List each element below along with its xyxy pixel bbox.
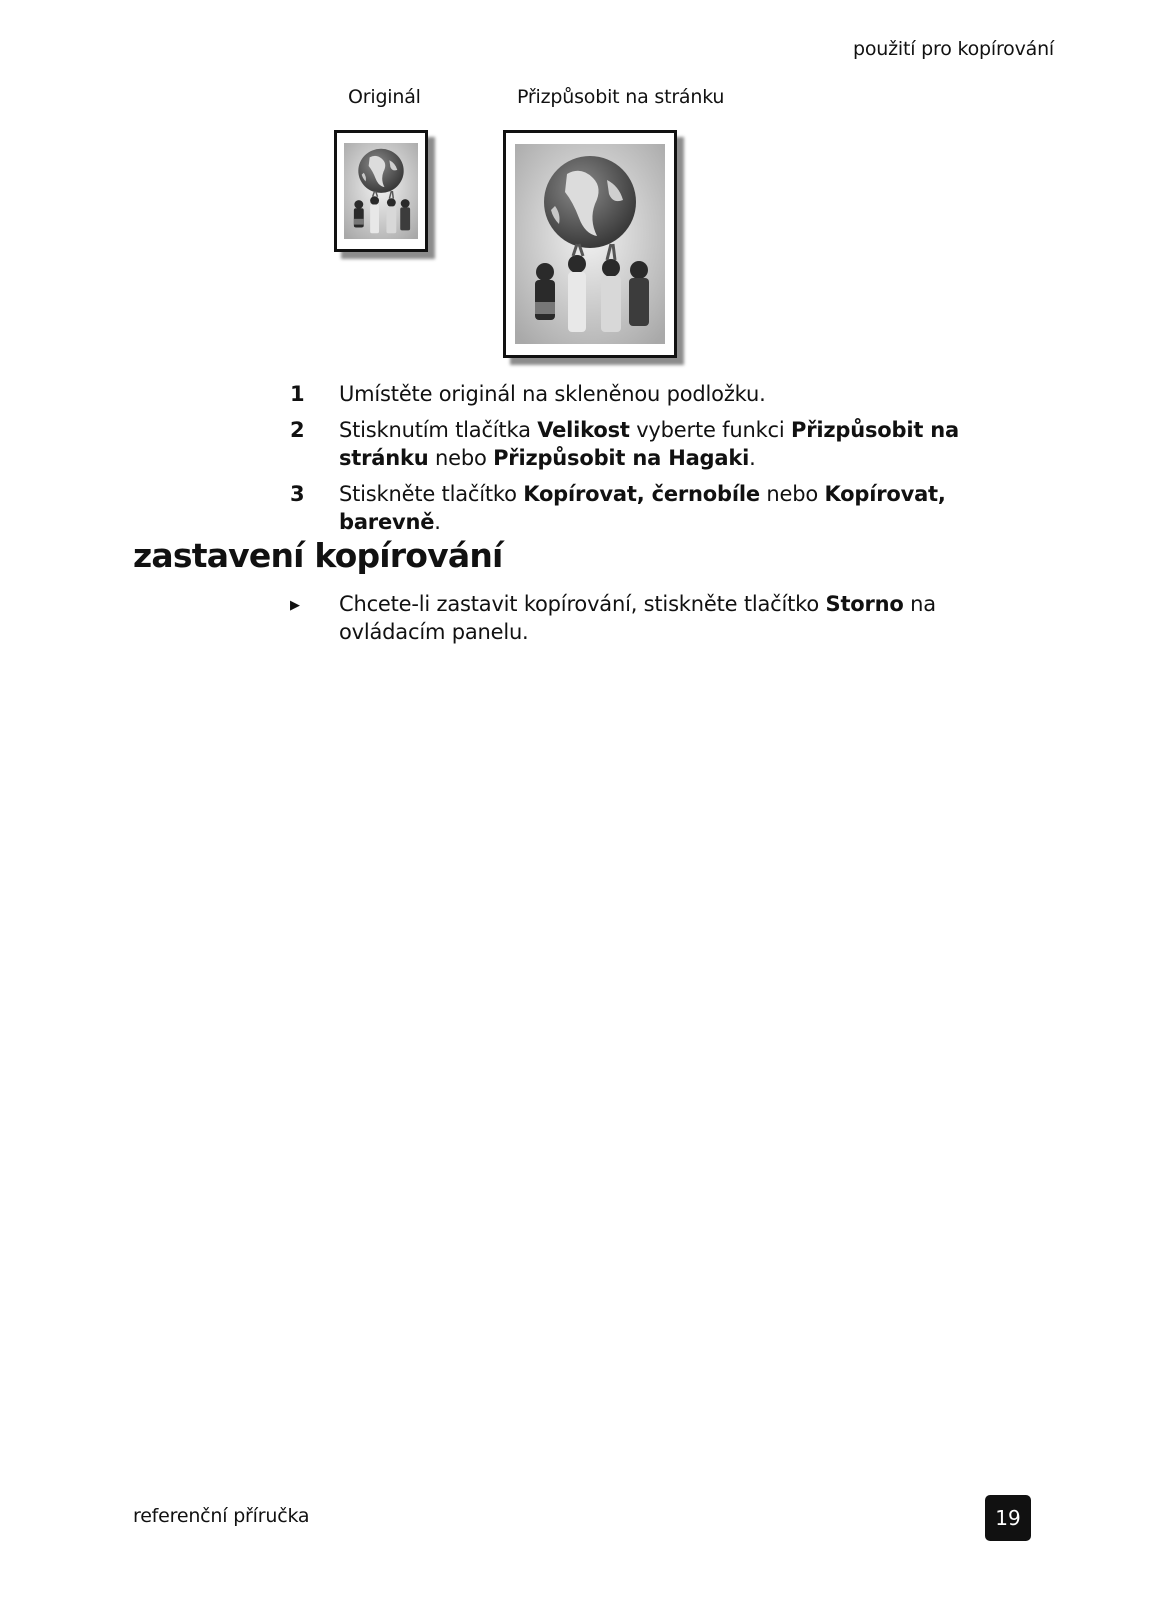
step-item <box>290 416 1030 472</box>
fit-to-page-label: Přizpůsobit na stránku <box>517 86 725 108</box>
bullet-text <box>339 590 1030 646</box>
button-name-storno: Storno <box>825 592 904 616</box>
bullet-text-part: na ovládacím panelu. <box>339 592 936 644</box>
step-number: 3 <box>290 482 305 506</box>
step-text-part: vyberte funkci <box>629 418 792 442</box>
step-text-part: nebo <box>428 446 494 470</box>
button-name-copy-bw: Kopírovat, černobíle <box>523 482 760 506</box>
function-name-fit-to-hagaki: Přizpůsobit na Hagaki <box>493 446 750 470</box>
bullet-item <box>290 590 1030 646</box>
step-text-part: Stisknutím tlačítka <box>339 418 538 442</box>
step-item <box>290 480 1030 536</box>
footer-label: referenční příručka <box>133 1505 310 1527</box>
step-text-part: Stiskněte tlačítko <box>339 482 524 506</box>
step-text-part: . <box>749 446 756 470</box>
step-text <box>339 380 1030 408</box>
page-number-badge: 19 <box>985 1495 1031 1541</box>
bullet-text-part: Chcete-li zastavit kopírování, stiskněte tlačítko <box>339 592 826 616</box>
step-number: 2 <box>290 418 305 442</box>
step-number: 1 <box>290 382 305 406</box>
original-label: Originál <box>348 86 421 108</box>
step-text-part: Umístěte originál na skleněnou podložku. <box>339 382 766 406</box>
button-name-copy-color: Kopírovat, barevně <box>339 482 946 534</box>
step-item <box>290 380 1030 408</box>
original-image-thumbnail <box>334 130 428 252</box>
button-name-velikost: Velikost <box>537 418 630 442</box>
instruction-steps <box>290 380 1030 544</box>
fit-to-page-image-thumbnail <box>503 130 677 358</box>
triangle-bullet-icon: ▶ <box>290 598 300 613</box>
step-text-part: . <box>434 510 441 534</box>
children-globe-photo-enlarged <box>515 144 665 344</box>
function-name-fit-to-page: Přizpůsobit na stránku <box>339 418 959 470</box>
step-text <box>339 416 1030 472</box>
section-heading: zastavení kopírování <box>133 536 503 575</box>
children-globe-photo <box>344 143 418 239</box>
running-header: použití pro kopírování <box>853 38 1054 60</box>
step-text <box>339 480 1030 536</box>
step-text-part: nebo <box>759 482 825 506</box>
